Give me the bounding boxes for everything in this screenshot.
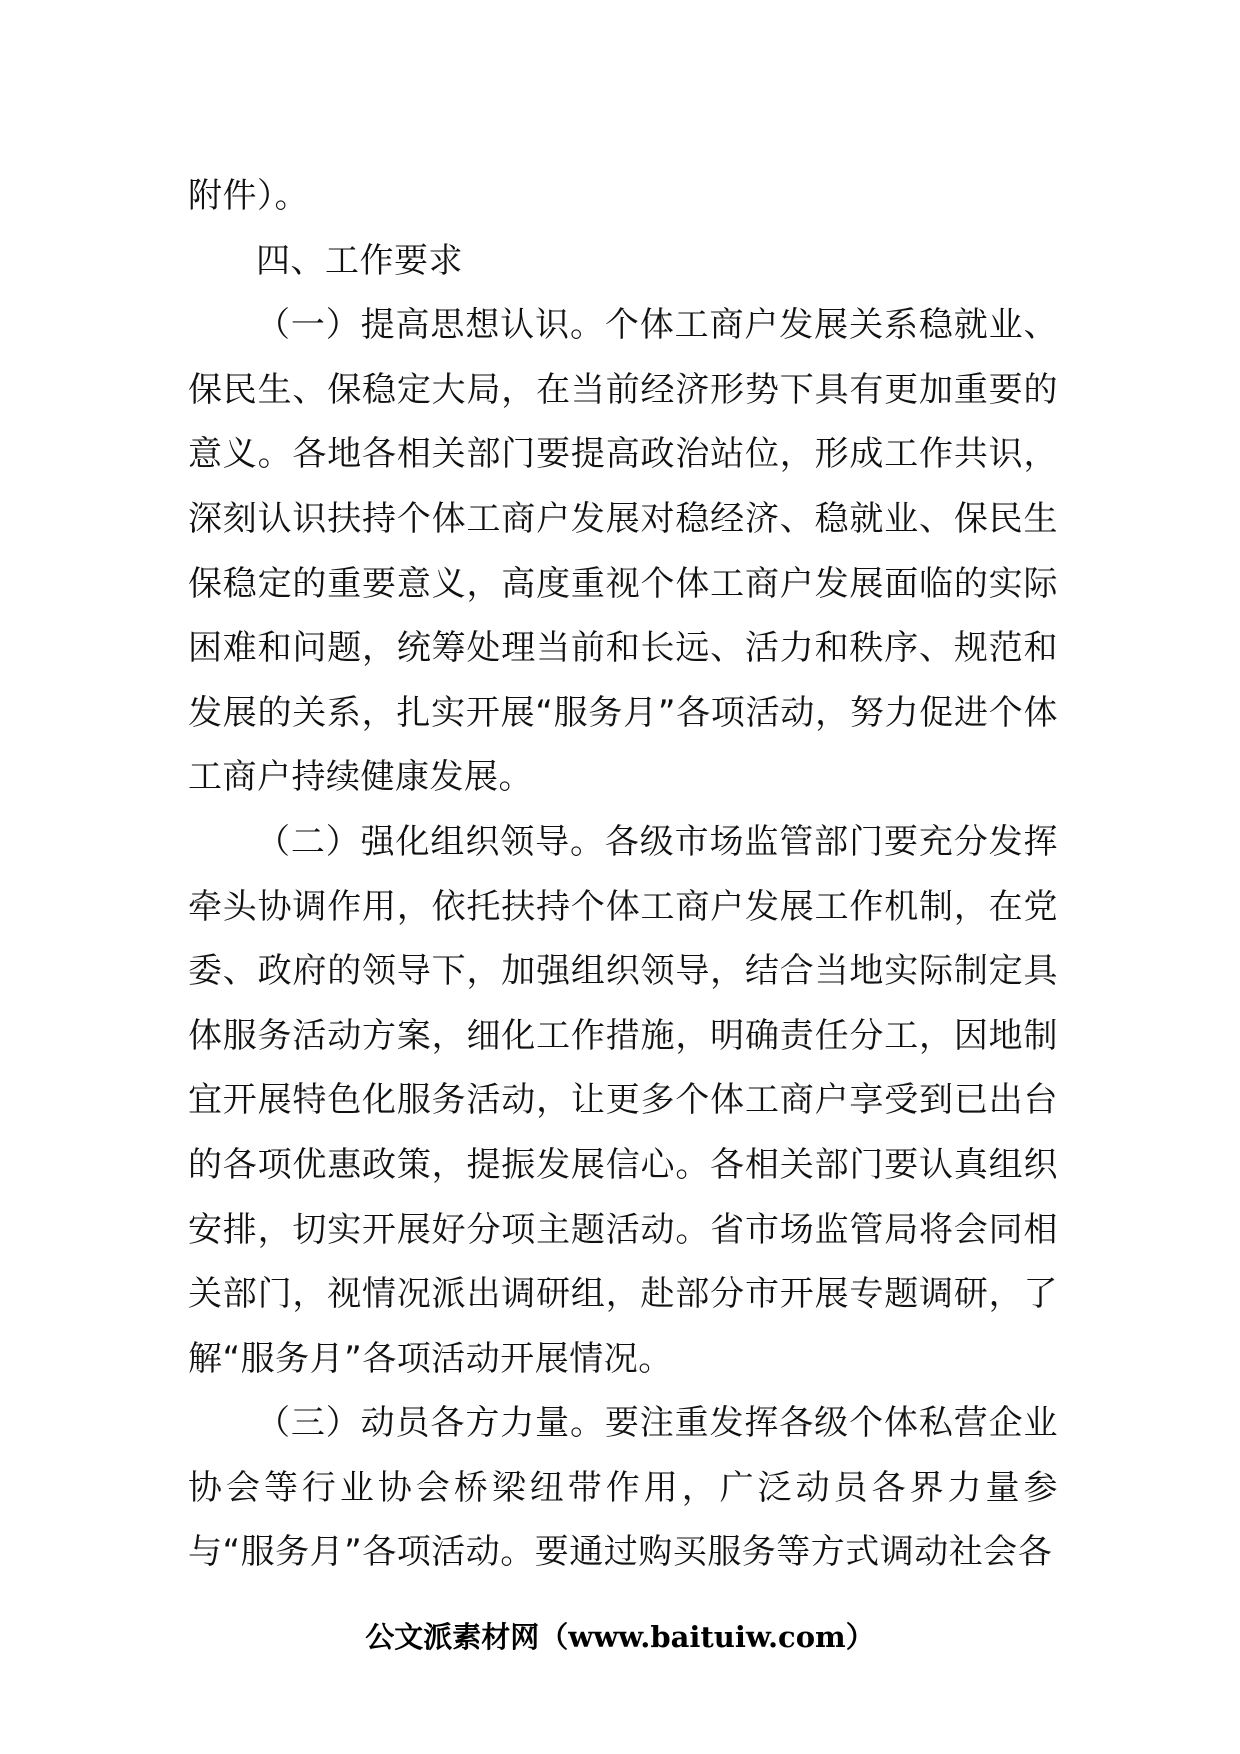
document-body — [188, 164, 1058, 1585]
paragraph-2: （二）强化组织领导。各级市场监管部门要充分发挥牵头协调作用，依托扶持个体工商户发展工作机制，在党委、政府的领导下，加强组织领导，结合当地实际制定具体服务活动方案，细化工作措施，明确责任分工，因地制宜开展特色化服务活动，让更多个体工商户享受到已出台的各项优惠政策，提振发展信心。各相关部门要认真组织安排，切实开展好分项主题活动。省市场监管局将会同相关部门，视情况派出调研组，赴部分市开展专题调研，了解“服务月”各项活动开展情况。 — [188, 821, 1058, 1379]
paragraph-continuation: 附件）。 — [188, 176, 309, 216]
paragraph-3: （三）动员各方力量。要注重发挥各级个体私营企业协会等行业协会桥梁纽带作用，广泛动员各界力量参与“服务月”各项活动。要通过购买服务等方式调动社会各 — [188, 1403, 1058, 1573]
footer-watermark: 公文派素材网（www.baituiw.com） — [365, 1620, 875, 1654]
paragraph-1: （一）提高思想认识。个体工商户发展关系稳就业、保民生、保稳定大局，在当前经济形势下具有更加重要的意义。各地各相关部门要提高政治站位，形成工作共识，深刻认识扶持个体工商户发展对稳经济、稳就业、保民生保稳定的重要意义，高度重视个体工商户发展面临的实际困难和问题，统筹处理当前和长远、活力和秩序、规范和发展的关系，扎实开展“服务月”各项活动，努力促进个体工商户持续健康发展。 — [188, 305, 1058, 798]
section-heading: 四、工作要求 — [256, 240, 463, 281]
